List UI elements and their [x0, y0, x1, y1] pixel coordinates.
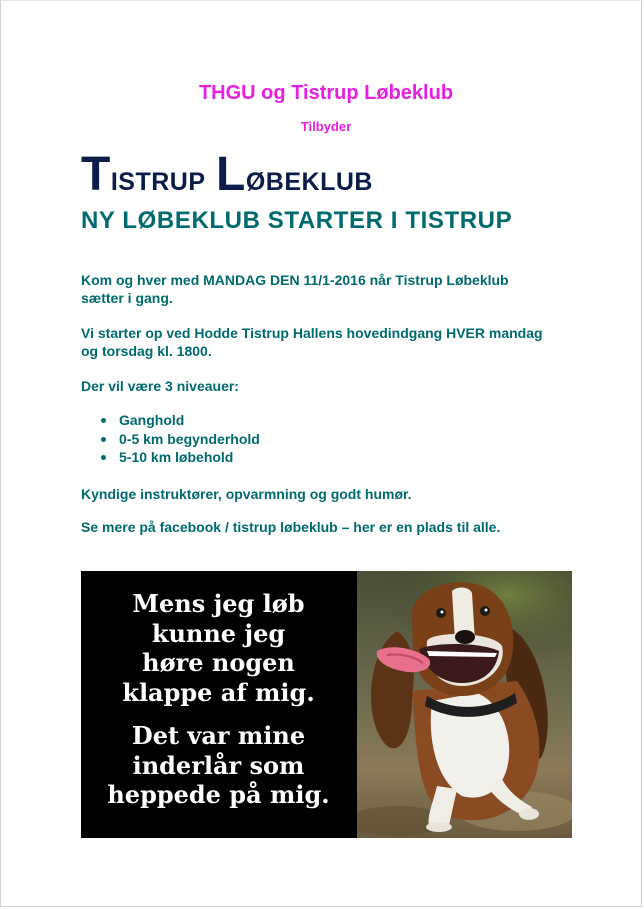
list-item: Ganghold — [99, 411, 260, 430]
humor-banner — [81, 571, 572, 838]
banner-quote — [81, 589, 356, 810]
quote-line: høre nogen — [142, 648, 295, 677]
quote-line: heppede på mig. — [107, 780, 330, 809]
quote-line: Mens jeg løb — [132, 589, 305, 618]
quote-line: Det var mine — [131, 721, 306, 750]
bullet-icon — [101, 437, 106, 442]
list-item: 5-10 km løbehold — [99, 448, 260, 467]
features-paragraph: Kyndige instruktører, opvarmning og godt humør. — [81, 486, 412, 502]
subtitle: NY LØBEKLUB STARTER I TISTRUP — [81, 207, 513, 234]
list-item: 0-5 km begynderhold — [99, 430, 260, 449]
running-dog-photo — [357, 571, 572, 838]
organizer-heading: THGU og Tistrup Løbeklub — [198, 82, 454, 104]
page-title: Tistrup Løbeklub — [81, 148, 373, 201]
quote-line: klappe af mig. — [122, 677, 315, 707]
levels-intro: Der vil være 3 niveauer: — [81, 378, 239, 394]
intro-paragraph: Kom og hver med MANDAG DEN 11/1-2016 når Tistrup Løbeklub sætter i gang. — [81, 272, 509, 306]
quote-line: inderlår som — [132, 750, 305, 780]
offers-label: Tilbyder — [300, 119, 352, 134]
bullet-icon — [101, 455, 106, 460]
bullet-icon — [101, 418, 106, 423]
more-info-paragraph: Se mere på facebook / tistrup løbeklub – her er en plads til alle. — [81, 519, 501, 535]
levels-list — [99, 411, 260, 467]
meeting-paragraph: Vi starter op ved Hodde Tistrup Hallens hovedindgang HVER mandag og torsdag kl. 1800. — [81, 325, 543, 359]
quote-line: kunne jeg — [151, 618, 286, 648]
